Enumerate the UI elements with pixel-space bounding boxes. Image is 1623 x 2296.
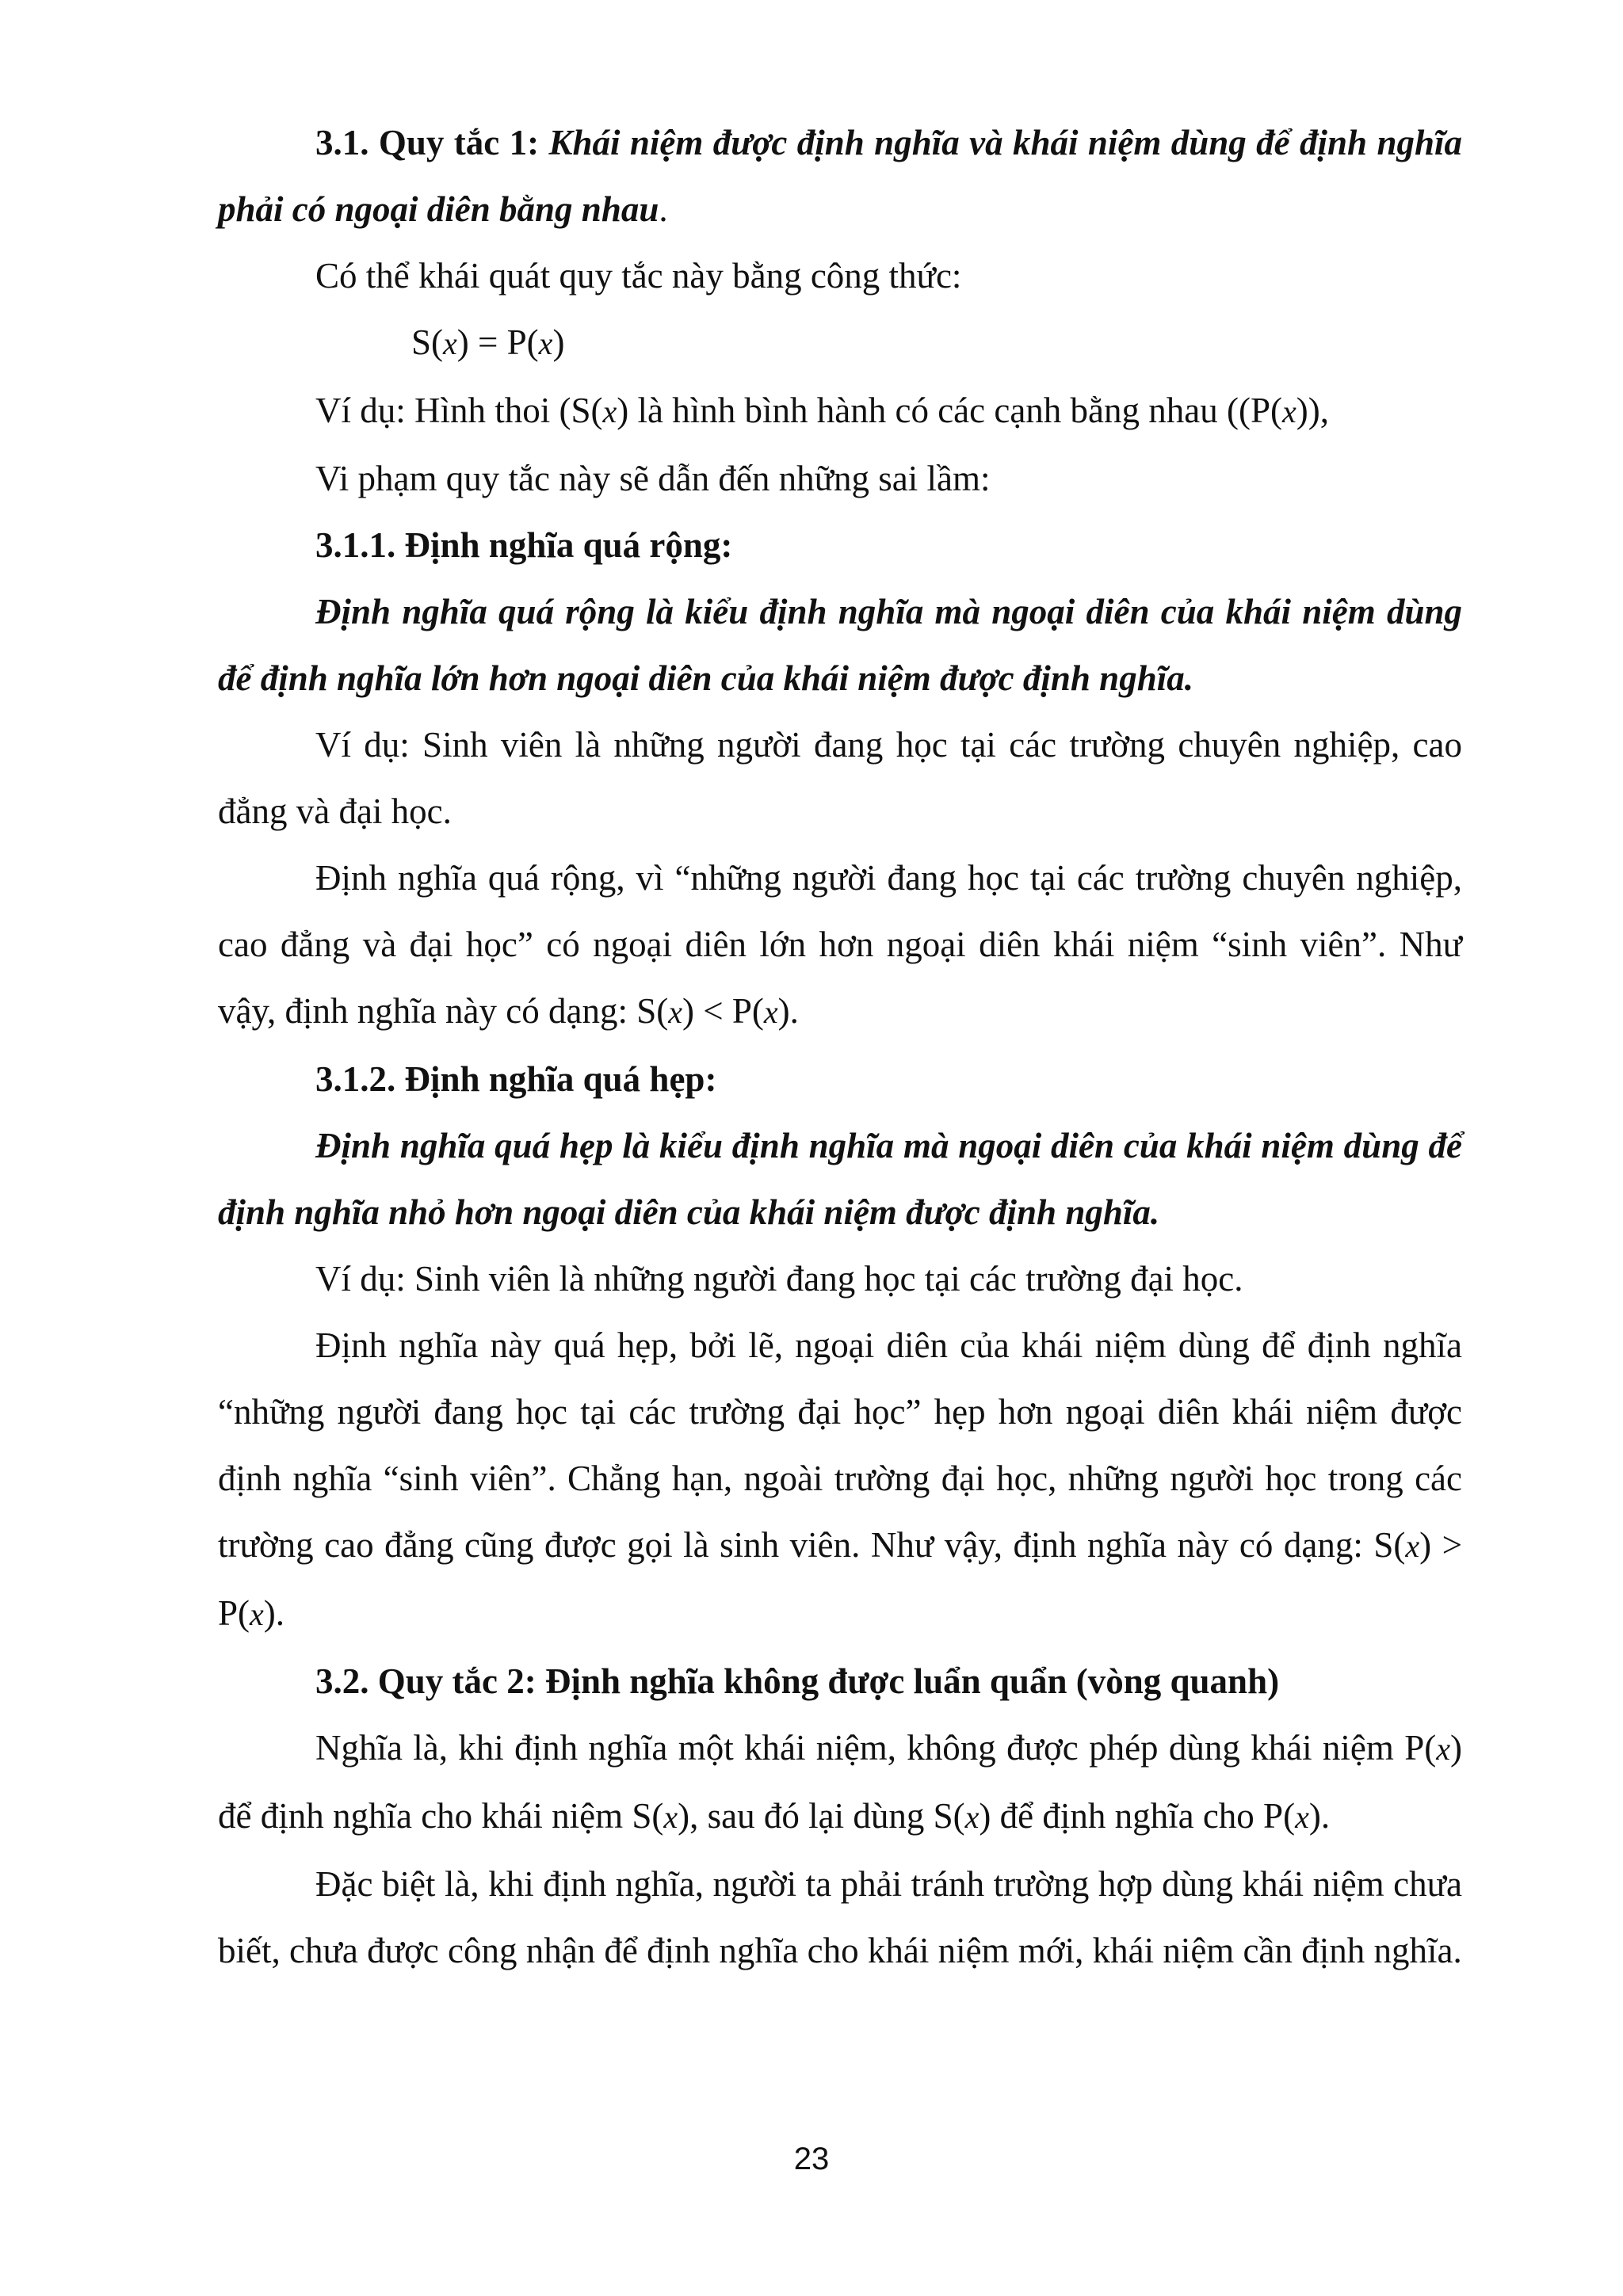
example-var: x (602, 394, 617, 429)
rule1-title-end: . (659, 189, 668, 229)
section-312-example: Ví dụ: Sinh viên là những người đang học tại các trường đại học. (315, 1259, 1243, 1299)
section-312-expl-c: ). (263, 1593, 285, 1633)
section-311-expl-c: ). (777, 991, 799, 1031)
example-var: x (1282, 394, 1296, 429)
formula-intro: Có thể khái quát quy tắc này bằng công thức: (315, 256, 962, 296)
rule2-p1-a: Nghĩa là, khi định nghĩa một khái niệm, không được phép dùng khái niệm P( (315, 1728, 1437, 1768)
page-number: 23 (793, 2142, 830, 2176)
rule2-p1-b: ) để định nghĩa cho khái niệm S( (218, 1728, 1462, 1836)
section-312-definition: Định nghĩa quá hẹp là kiểu định nghĩa mà ngoại diên của khái niệm dùng để định nghĩa nhỏ hơn ngoại diên của khái niệm được định nghĩa. (218, 1126, 1462, 1232)
section-311-explanation (218, 845, 1462, 1046)
rule2-heading: 3.2. Quy tắc 2: Định nghĩa không được luẩn quẩn (vòng quanh) (315, 1661, 1280, 1701)
rule2-paragraph-2: Đặc biệt là, khi định nghĩa, người ta phải tránh trường hợp dùng khái niệm chưa biết, chưa được công nhận để định nghĩa cho khái niệm mới, khái niệm cần định nghĩa. (218, 1864, 1462, 1970)
rule2-p1-c: ), sau đó lại dùng S( (678, 1796, 965, 1836)
rule2-p1-e: ). (1308, 1796, 1331, 1836)
section-311-example: Ví dụ: Sinh viên là những người đang học tại các trường chuyên nghiệp, cao đẳng và đại học. (218, 725, 1462, 831)
formula-var: x (538, 326, 553, 361)
section-311-expl-a: Định nghĩa quá rộng, vì “những người đang học tại các trường chuyên nghiệp, cao đẳng và đại học” có ngoại diên lớn hơn ngoại diên khái niệm “sinh viên”. Như vậy, định nghĩa này có dạng: S( (218, 858, 1462, 1031)
rule1-number: 3.1. Quy tắc 1: (315, 123, 540, 162)
section-312-expl-b: ) > P( (218, 1525, 1462, 1633)
section-311-heading: 3.1.1. Định nghĩa quá rộng: (315, 525, 733, 565)
formula-s: S( (411, 322, 444, 362)
expl-var: x (250, 1596, 264, 1632)
formula-end: ) (552, 322, 565, 362)
rule1-title: Khái niệm được định nghĩa và khái niệm dùng để định nghĩa phải có ngoại diên bằng nhau (218, 123, 1462, 229)
section-312-heading: 3.1.2. Định nghĩa quá hẹp: (315, 1059, 717, 1099)
example-rhombus-b: ) là hình bình hành có các cạnh bằng nhau ((P( (617, 391, 1282, 430)
rule2-var: x (1436, 1731, 1450, 1767)
section-311-definition: Định nghĩa quá rộng là kiểu định nghĩa mà ngoại diên của khái niệm dùng để định nghĩa lớn hơn ngoại diên của khái niệm được định nghĩa. (218, 592, 1462, 698)
rule2-var: x (1295, 1799, 1309, 1835)
formula-var: x (443, 326, 457, 361)
expl-var: x (668, 994, 682, 1030)
rule2-var: x (663, 1799, 678, 1835)
violation-text: Vi phạm quy tắc này sẽ dẫn đến những sai lầm: (315, 459, 991, 498)
rule1-paragraph (218, 109, 1462, 242)
example-rhombus-a: Ví dụ: Hình thoi (S( (315, 391, 603, 430)
formula-line (218, 309, 1462, 377)
expl-var: x (763, 994, 778, 1030)
expl-var: x (1405, 1528, 1420, 1564)
rule2-p1-d: ) để định nghĩa cho P( (979, 1796, 1296, 1836)
document-page (218, 109, 1462, 1984)
formula-mid: ) = P( (456, 322, 539, 362)
rule2-var: x (964, 1799, 980, 1835)
section-311-expl-b: ) < P( (682, 991, 764, 1031)
example-rhombus (218, 377, 1462, 445)
rule2-paragraph-1 (218, 1714, 1462, 1851)
section-312-expl-a: Định nghĩa này quá hẹp, bởi lẽ, ngoại diên của khái niệm dùng để định nghĩa “những người đang học tại các trường đại học” hẹp hơn ngoại diên khái niệm được định nghĩa “sinh viên”. Chẳng hạn, ngoài trường đại học, những người học trong các trường cao đẳng cũng được gọi là sinh viên. Như vậy, định nghĩa này có dạng: S( (218, 1325, 1462, 1565)
section-312-explanation (218, 1312, 1462, 1648)
example-rhombus-c: )), (1296, 391, 1329, 430)
